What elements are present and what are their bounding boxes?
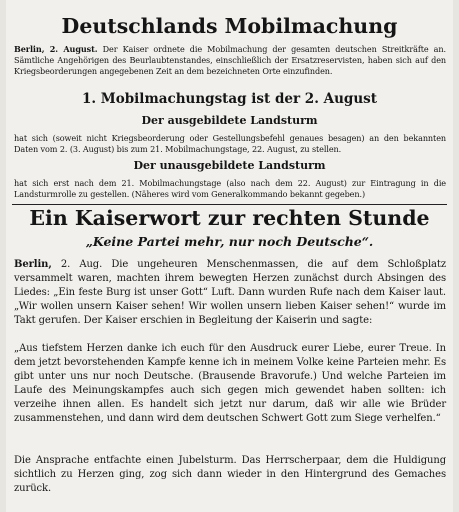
article-2-paragraph-1-text: Die ungeheuren Menschenmassen, die auf dem Schloßplatz versammelt waren, machten ihrem bewegten Herzen zunächst durch Absingen des Liedes: „Ein feste Burg ist unser Gott“ Luft. Dann wurden Rufe nach dem Kaiser laut. „Wir wollen unsern Kaiser sehen! Wir wollen unsern lieben Kaiser sehen!“ wurde im Takt gerufen. Der Kaiser erschien in Begleitung der Kaiserin und sagte: [14,259,446,326]
section-divider [12,204,447,205]
article-1-subtitle: 1. Mobilmachungstag ist der 2. August [82,91,377,107]
article-1-body [14,44,446,77]
kaiser-quote: „Aus tiefstem Herzen danke ich euch für den Ausdruck eurer Liebe, eurer Treue. In dem jetzt bevorstehenden Kampfe kenne ich in meinem Volke keine Parteien mehr. Es gibt unter uns nur noch Deutsche. (Brausende Bravorufe.) Und welche Parteien im Laufe des Meinungskampfes auch sich gegen mich gewendet haben sollten: ich verzeihe ihnen allen. Es handelt sich jetzt nur darum, daß wir alle wie Brüder zusammenstehen, und dann wird dem deutschen Schwert Gott zum Siege verhelfen.“ [14,343,446,424]
article-1-dateline: Berlin, 2. August. [14,44,98,54]
section-2-heading: Der unausgebildete Landsturm [133,159,326,172]
article-2-date: 2. Aug. [51,259,103,270]
page-edge-left [0,0,6,512]
article-2-title: Ein Kaiserwort zur rechten Stunde [29,206,430,230]
article-2-paragraph-1 [14,258,446,328]
article-2-subtitle: „Keine Partei mehr, nur noch Deutsche“. [85,234,374,249]
section-2-text: hat sich erst nach dem 21. Mobilmachungstage (also nach dem 22. August) zur Eintragung in die Landsturmrolle zu gestellen. (Näheres wird vom Generalkommando bekannt gegeben.) [14,178,446,199]
section-1-heading: Der ausgebildete Landsturm [141,114,318,127]
page-edge-right [453,0,459,512]
section-1-text: hat sich (soweit nicht Kriegsbeorderung oder Gestellungsbefehl genaues besagen) an den bekannten Daten vom 2. (3. August) bis zum 21. Mobilmachungstage, 22. August, zu stellen. [14,133,446,154]
article-2-paragraph-2: Die Ansprache entfachte einen Jubelsturm. Das Herrscherpaar, dem die Huldigung sichtlich zu Herzen ging, zog sich dann wieder in den Hintergrund des Gemaches zurück. [14,455,446,494]
article-2-dateline: Berlin, [14,259,52,270]
article-1-text: Der Kaiser ordnete die Mobilmachung der gesamten deutschen Streitkräfte an. Sämtliche Angehörigen des Beurlaubtenstandes, einschließlich der Ersatzreservisten, haben sich auf den Kriegsbeorderungen angegebenen Zeit an dem bezeichneten Orte einzufinden. [14,44,446,76]
article-1-title: Deutschlands Mobilmachung [61,14,398,38]
